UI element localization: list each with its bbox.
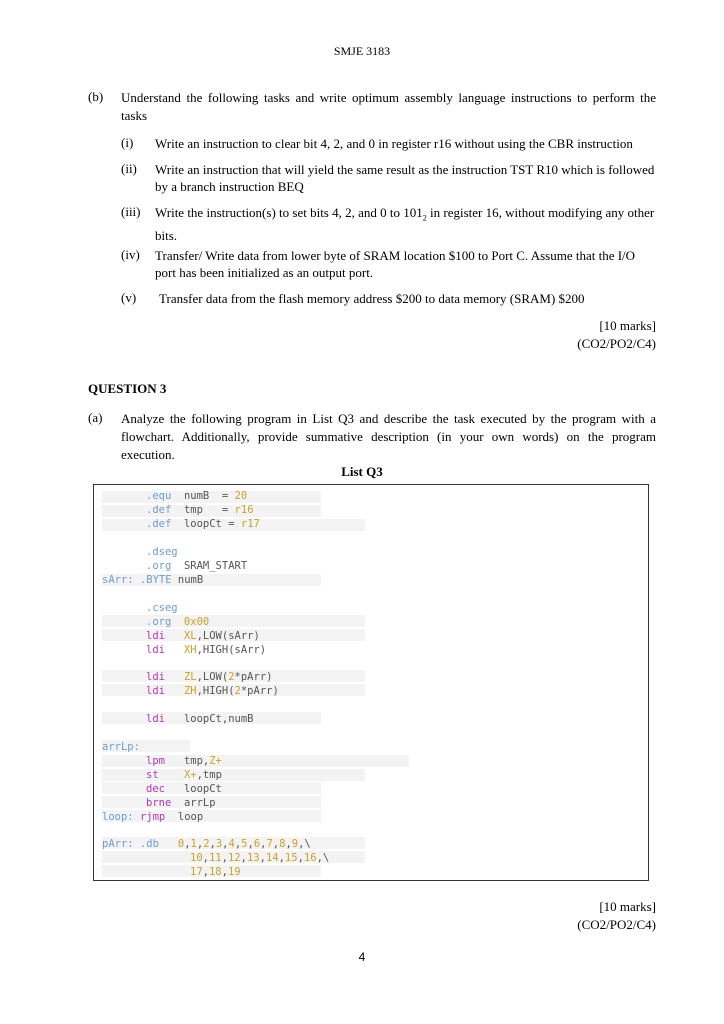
code-line-org-sram: .org SRAM_START — [146, 560, 248, 572]
list-title: List Q3 — [341, 464, 383, 479]
code-line-dec: dec loopCt — [146, 783, 222, 795]
db-value: 4 — [228, 838, 235, 850]
code-line-ldi-xl: ldi XL,LOW(sArr) — [146, 630, 260, 642]
db-values-1: 0,1,2,3,4,5,6,7,8,9 — [177, 838, 299, 850]
code-line-ldi-zh: ldi ZH,HIGH(2*pArr) — [146, 685, 279, 697]
item-ii-text: Write an instruction that will yield the same result as the instruction TST R10 which is followed by a branch instruction BEQ — [155, 162, 655, 194]
code-line-def-tmp: .def tmp = r16 — [146, 504, 254, 516]
db-value: 13 — [246, 852, 260, 864]
page-number: 4 — [358, 950, 366, 964]
db-value: 3 — [215, 838, 223, 850]
code-line-parr: pArr: .db 0,1,2,3,4,5,6,7,8,9,\ — [102, 838, 311, 850]
code-line-brne: brne arrLp — [146, 797, 216, 809]
db-value: 8 — [279, 838, 286, 850]
db-values-2: 10,11,12,13,14,15,16 — [190, 852, 317, 864]
code-line-cseg: .cseg — [146, 602, 178, 614]
part-b-instructions: Understand the following tasks and write optimum assembly language instructions to perform the tasks — [121, 90, 656, 123]
code-line-st: st X+,tmp — [146, 769, 222, 781]
db-value: 19 — [227, 866, 241, 878]
code-line-equ: .equ numB = 20 — [146, 490, 248, 502]
code-line-org-0: .org 0x00 — [146, 616, 210, 628]
part-b-label: (b) — [88, 89, 104, 104]
item-iv-number: (iv) — [121, 247, 140, 262]
part-b-marks: [10 marks] — [599, 318, 656, 333]
subscript-base: 2 — [422, 213, 427, 223]
question-3-marks: [10 marks] — [599, 899, 656, 914]
item-v-text: Transfer data from the flash memory address $200 to data memory (SRAM) $200 — [159, 291, 585, 306]
db-value: 0 — [177, 838, 185, 850]
db-value: 9 — [291, 838, 299, 850]
item-iv-text: Transfer/ Write data from lower byte of SRAM location $100 to Port C. Assume that the I/O port has been initialized as an output port. — [155, 248, 636, 280]
part-b-co: (CO2/PO2/C4) — [577, 336, 656, 351]
db-value: 7 — [266, 838, 273, 850]
item-ii-number: (ii) — [121, 161, 137, 176]
item-iii-number: (iii) — [121, 204, 141, 219]
db-value: 16 — [303, 852, 317, 864]
db-value: 11 — [208, 852, 222, 864]
part-a-label: (a) — [88, 410, 103, 425]
db-value: 17 — [190, 866, 203, 878]
db-value: 18 — [208, 866, 222, 878]
part-a-instructions: Analyze the following program in List Q3 and describe the task executed by the program with a flowchart. Additionally, provide summative description (in your own words) on the program execution. — [121, 411, 656, 462]
db-values-3: 17,18,19 — [190, 866, 241, 878]
db-value: 5 — [241, 838, 248, 850]
code-line-ldi-zl: ldi ZL,LOW(2*pArr) — [146, 671, 273, 683]
code-line-lpm: lpm tmp,Z+ — [146, 755, 222, 767]
question-3-co: (CO2/PO2/C4) — [577, 917, 656, 932]
page-header: SMJE 3183 — [333, 44, 391, 58]
question-3-title: QUESTION 3 — [88, 381, 167, 396]
item-i-number: (i) — [121, 135, 134, 150]
db-value: 15 — [284, 852, 298, 864]
code-line-sarr: sArr: .BYTE numB — [102, 574, 204, 586]
item-iii-text: Write the instruction(s) to set bits 4, 2, and 0 to $101_2$ in register 16, without modifying any other bits. — [155, 205, 655, 243]
item-v-number: (v) — [121, 290, 137, 305]
db-value: 6 — [253, 838, 261, 850]
code-line-def-loopct: .def loopCt = r17 — [146, 518, 260, 530]
code-line-db-2: 10,11,12,13,14,15,16,\ — [190, 852, 330, 864]
code-line-arrlp-label: arrLp: — [102, 741, 140, 753]
code-line-dseg: .dseg — [146, 546, 178, 558]
db-value: 1 — [190, 838, 197, 850]
code-line-ldi-loopct: ldi loopCt,numB — [146, 713, 254, 725]
db-value: 2 — [203, 838, 210, 850]
item-i-text: Write an instruction to clear bit 4, 2, and 0 in register r16 without using the CBR instruction — [155, 136, 633, 151]
code-line-loop: loop: rjmp loop — [102, 811, 204, 823]
db-value: 10 — [190, 852, 203, 864]
code-line-db-3 — [190, 866, 241, 879]
code-listing — [93, 484, 649, 881]
db-value: 12 — [227, 852, 241, 864]
code-line-ldi-xh: ldi XH,HIGH(sArr) — [146, 644, 267, 656]
db-value: 14 — [265, 852, 279, 864]
